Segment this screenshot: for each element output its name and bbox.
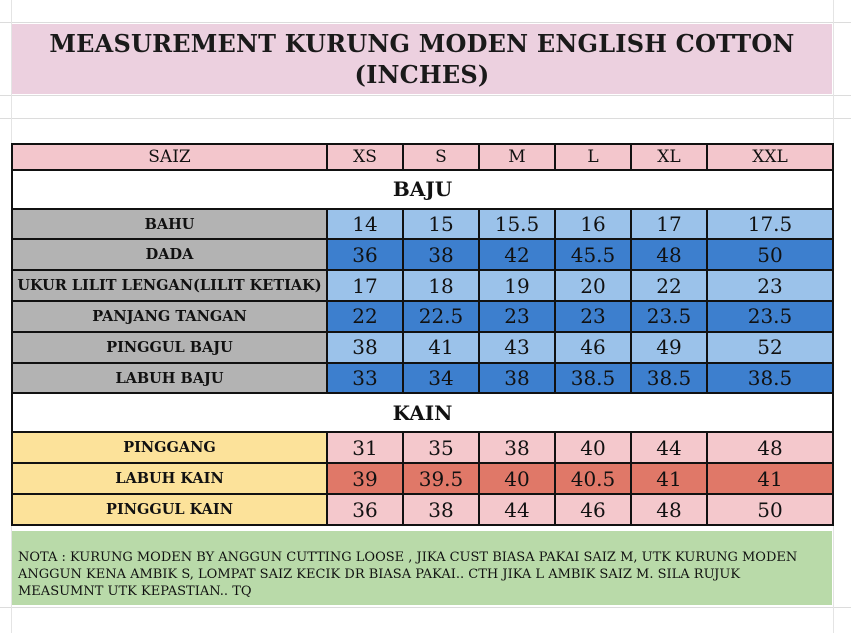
measurement-cell: 41 [707, 463, 833, 494]
measurement-cell: 23.5 [631, 301, 707, 332]
measurement-cell: 38 [403, 239, 479, 270]
measurement-cell: 48 [631, 239, 707, 270]
table-row [12, 463, 833, 494]
note-box [12, 531, 832, 605]
header-size-l: L [555, 144, 631, 170]
measurement-cell: 35 [403, 432, 479, 463]
table-row [12, 239, 833, 270]
measurement-cell: 46 [555, 332, 631, 363]
table-header-row [12, 144, 833, 170]
measurement-cell: 50 [707, 239, 833, 270]
section-title: KAIN [12, 393, 833, 432]
section-row-baju [12, 170, 833, 209]
measurement-cell: 36 [327, 239, 403, 270]
measurement-cell: 38 [479, 432, 555, 463]
row-label: LABUH BAJU [12, 363, 327, 394]
measurement-cell: 19 [479, 270, 555, 301]
measurement-cell: 43 [479, 332, 555, 363]
measurement-cell: 22.5 [403, 301, 479, 332]
measurement-cell: 38.5 [631, 363, 707, 394]
sheet-gridline [0, 607, 851, 608]
measurement-cell: 36 [327, 494, 403, 525]
table-row [12, 432, 833, 463]
row-label: PINGGANG [12, 432, 327, 463]
measurement-cell: 20 [555, 270, 631, 301]
measurement-cell: 45.5 [555, 239, 631, 270]
measurement-cell: 40.5 [555, 463, 631, 494]
header-size-xl: XL [631, 144, 707, 170]
measurement-cell: 39 [327, 463, 403, 494]
measurement-cell: 41 [631, 463, 707, 494]
measurement-cell: 41 [403, 332, 479, 363]
measurement-cell: 33 [327, 363, 403, 394]
measurement-cell: 44 [631, 432, 707, 463]
note-line-3: MEASUMNT UTK KEPASTIAN.. TQ [18, 584, 252, 599]
row-label: PINGGUL BAJU [12, 332, 327, 363]
header-size-m: M [479, 144, 555, 170]
measurement-cell: 50 [707, 494, 833, 525]
table-row [12, 209, 833, 240]
measurement-cell: 17 [631, 209, 707, 240]
row-label: BAHU [12, 209, 327, 240]
measurement-cell: 40 [555, 432, 631, 463]
measurement-cell: 15.5 [479, 209, 555, 240]
title-line-2: (INCHES) [354, 60, 490, 89]
measurement-cell: 42 [479, 239, 555, 270]
measurement-cell: 23 [555, 301, 631, 332]
measurement-cell: 22 [631, 270, 707, 301]
measurement-table-body [12, 144, 833, 525]
section-row-kain [12, 393, 833, 432]
table-row [12, 363, 833, 394]
measurement-cell: 40 [479, 463, 555, 494]
row-label: PINGGUL KAIN [12, 494, 327, 525]
measurement-cell: 14 [327, 209, 403, 240]
measurement-cell: 46 [555, 494, 631, 525]
measurement-cell: 23 [707, 270, 833, 301]
measurement-cell: 17 [327, 270, 403, 301]
measurement-cell: 23.5 [707, 301, 833, 332]
measurement-table [11, 143, 834, 526]
row-label: UKUR LILIT LENGAN(LILIT KETIAK) [12, 270, 327, 301]
measurement-cell: 49 [631, 332, 707, 363]
row-label: DADA [12, 239, 327, 270]
measurement-cell: 38 [403, 494, 479, 525]
title-banner [12, 24, 832, 94]
sheet-gridline [0, 22, 851, 23]
sheet-gridline [0, 95, 851, 96]
measurement-cell: 39.5 [403, 463, 479, 494]
measurement-cell: 38.5 [707, 363, 833, 394]
row-label: LABUH KAIN [12, 463, 327, 494]
measurement-cell: 44 [479, 494, 555, 525]
section-title: BAJU [12, 170, 833, 209]
table-row [12, 332, 833, 363]
table-row [12, 301, 833, 332]
header-saiz: SAIZ [12, 144, 327, 170]
measurement-cell: 38 [479, 363, 555, 394]
measurement-cell: 48 [707, 432, 833, 463]
measurement-cell: 23 [479, 301, 555, 332]
header-size-xs: XS [327, 144, 403, 170]
measurement-cell: 38.5 [555, 363, 631, 394]
sheet-gridline [0, 118, 851, 119]
table-row [12, 270, 833, 301]
measurement-cell: 22 [327, 301, 403, 332]
note-line-2: ANGGUN KENA AMBIK S, LOMPAT SAIZ KECIK DR BIASA PAKAI.. CTH JIKA L AMBIK SAIZ M. SILA RUJUK [18, 567, 741, 582]
header-size-xxl: XXL [707, 144, 833, 170]
title-line-1: MEASUREMENT KURUNG MODEN ENGLISH COTTON [49, 29, 795, 58]
header-size-s: S [403, 144, 479, 170]
measurement-cell: 52 [707, 332, 833, 363]
measurement-cell: 16 [555, 209, 631, 240]
measurement-cell: 31 [327, 432, 403, 463]
measurement-cell: 18 [403, 270, 479, 301]
measurement-cell: 38 [327, 332, 403, 363]
measurement-cell: 48 [631, 494, 707, 525]
table-row [12, 494, 833, 525]
measurement-cell: 17.5 [707, 209, 833, 240]
measurement-cell: 34 [403, 363, 479, 394]
measurement-cell: 15 [403, 209, 479, 240]
note-line-1: NOTA : KURUNG MODEN BY ANGGUN CUTTING LOOSE , JIKA CUST BIASA PAKAI SAIZ M, UTK KURUNG MODEN [18, 550, 798, 565]
row-label: PANJANG TANGAN [12, 301, 327, 332]
